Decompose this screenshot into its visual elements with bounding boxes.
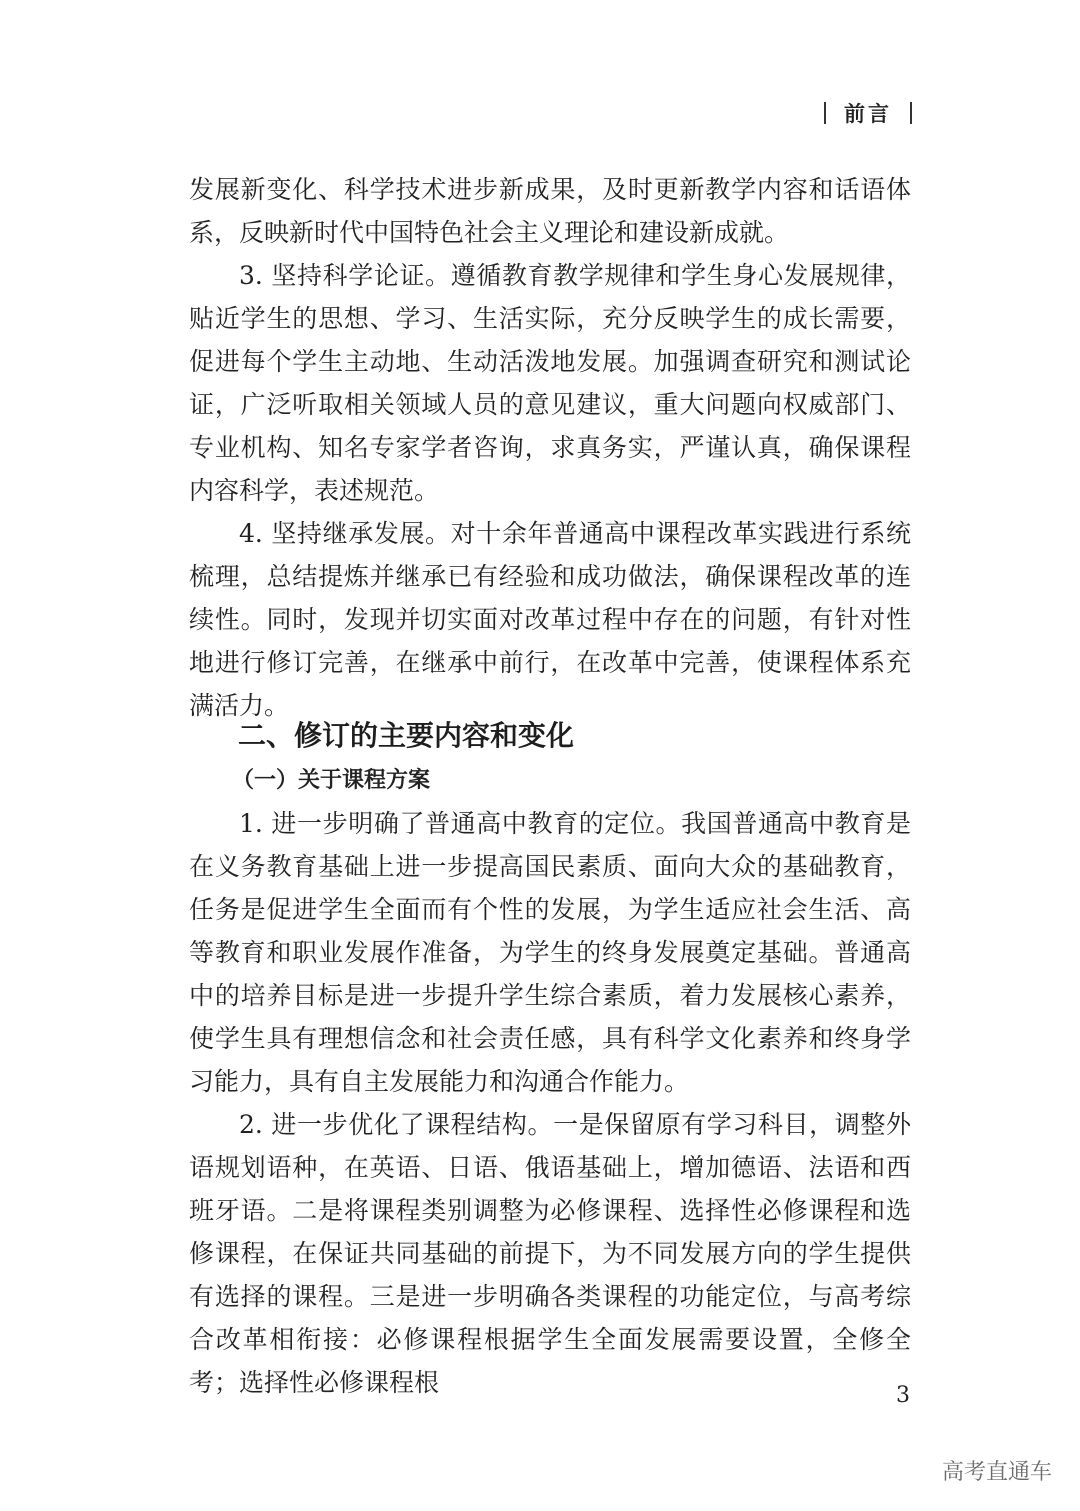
running-head-title: 前言 (844, 102, 892, 126)
paragraph-continuation: 发展新变化、科学技术进步新成果，及时更新教学内容和话语体系，反映新时代中国特色社会主义理论和建设新成就。 (189, 175, 911, 247)
paragraph-item-1: 1. 进一步明确了普通高中教育的定位。我国普通高中教育是在义务教育基础上进一步提高国民素质、面向大众的基础教育，任务是促进学生全面而有个性的发展，为学生适应社会生活、高等教育和职业发展作准备，为学生的终身发展奠定基础。普通高中的培养目标是进一步提升学生综合素质，着力发展核心素养，使学生具有理想信念和社会责任感，具有科学文化素养和终身学习能力，具有自主发展能力和沟通合作能力。 (189, 809, 911, 1096)
paragraph-item-3: 3. 坚持科学论证。遵循教育教学规律和学生身心发展规律，贴近学生的思想、学习、生活实际，充分反映学生的成长需要，促进每个学生主动地、生动活泼地发展。加强调查研究和测试论证，广泛听取相关领域人员的意见建议，重大问题向权威部门、专业机构、知名专家学者咨询，求真务实，严谨认真，确保课程内容科学，表述规范。 (189, 261, 911, 505)
running-head-left-bar (824, 102, 826, 124)
paragraph-item-2: 2. 进一步优化了课程结构。一是保留原有学习科目，调整外语规划语种，在英语、日语、俄语基础上，增加德语、法语和西班牙语。二是将课程类别调整为必修课程、选择性必修课程和选修课程，在保证共同基础的前提下，为不同发展方向的学生提供有选择的课程。三是进一步明确各类课程的功能定位，与高考综合改革相衔接：必修课程根据学生全面发展需要设置，全修全考；选择性必修课程根 (189, 1110, 911, 1397)
sub-heading: （一）关于课程方案 (232, 768, 431, 793)
section-heading: 二、修订的主要内容和变化 (238, 719, 575, 752)
running-head (824, 98, 912, 128)
bottom-text-block (189, 802, 911, 1404)
page-number: 3 (896, 1383, 910, 1408)
top-text-block (189, 168, 911, 727)
running-head-right-bar (910, 102, 912, 124)
watermark: 高考直通车 (941, 1460, 1052, 1485)
paragraph-item-4: 4. 坚持继承发展。对十余年普通高中课程改革实践进行系统梳理，总结提炼并继承已有经验和成功做法，确保课程改革的连续性。同时，发现并切实面对改革过程中存在的问题，有针对性地进行修订完善，在继承中前行，在改革中完善，使课程体系充满活力。 (189, 519, 911, 720)
